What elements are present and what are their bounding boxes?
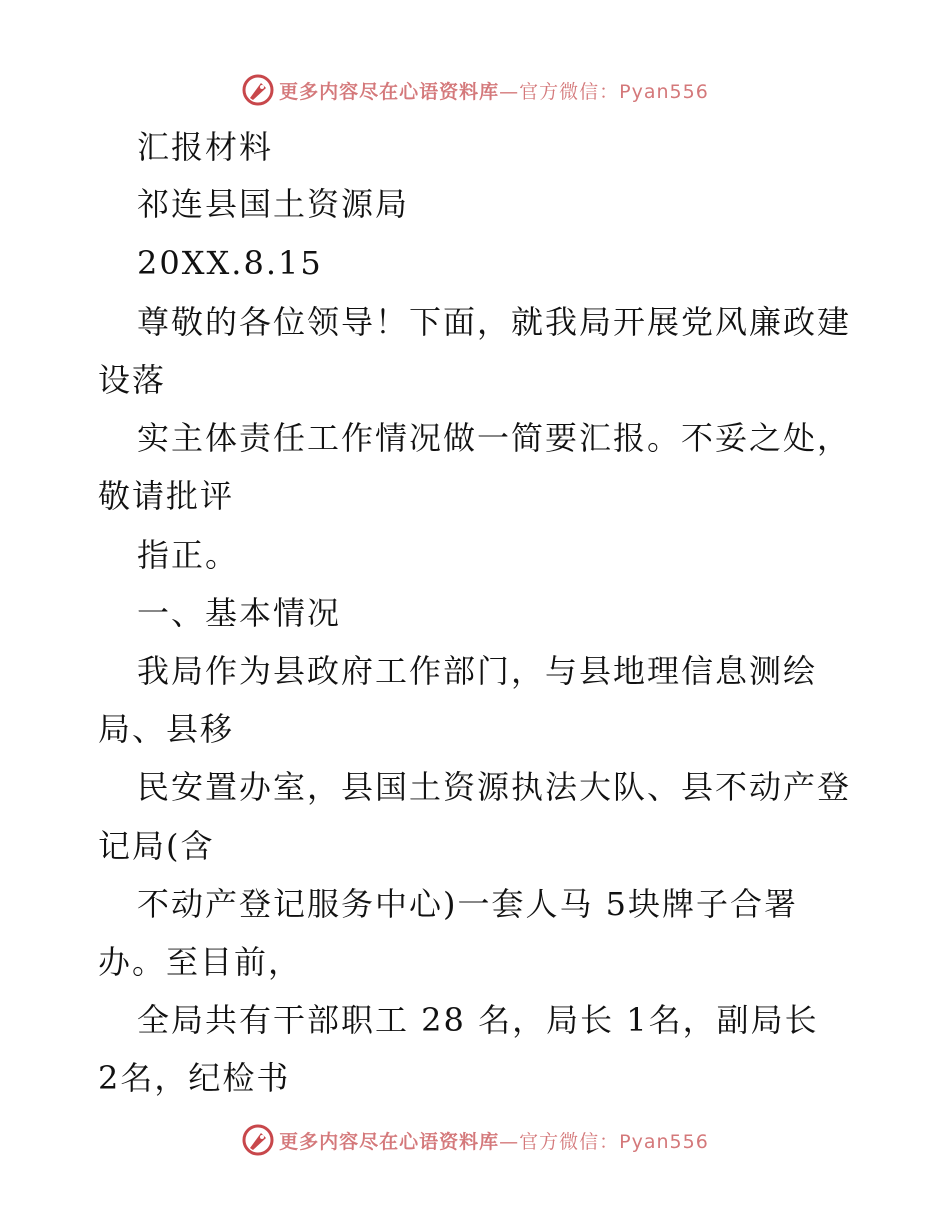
doc-line: 局、县移: [98, 710, 235, 748]
doc-line: 实主体责任工作情况做一简要汇报。不妥之处，: [137, 419, 852, 457]
doc-line: 民安置办室，县国土资源执法大队、县不动产登: [137, 768, 852, 806]
doc-line: 指正。: [137, 536, 240, 574]
doc-line: 2名，纪检书: [98, 1059, 291, 1097]
doc-line: 20XX.8.15: [137, 244, 323, 282]
pen-nib-logo-icon: [241, 1123, 275, 1157]
watermark-text: [279, 1127, 709, 1154]
doc-line: 办。至目前，: [98, 943, 303, 981]
watermark-dash: —: [499, 80, 520, 103]
doc-line: 尊敬的各位领导！下面，就我局开展党风廉政建: [137, 303, 852, 341]
doc-line: 我局作为县政府工作部门，与县地理信息测绘: [137, 652, 818, 690]
doc-line: 不动产登记服务中心)一套人马 5块牌子合署: [137, 885, 799, 923]
watermark-dash: —: [499, 1130, 520, 1153]
doc-line: 全局共有干部职工 28 名，局长 1名，副局长: [137, 1001, 819, 1039]
watermark-main: 更多内容尽在心语资料库: [279, 80, 500, 103]
watermark-suffix: 官方微信：Pyan556: [519, 1130, 709, 1153]
doc-line: 汇报材料: [137, 128, 274, 166]
doc-line: 一、基本情况: [137, 594, 342, 632]
doc-line: 祁连县国土资源局: [137, 185, 410, 223]
footer-watermark: [0, 1120, 950, 1160]
doc-line: 敬请批评: [98, 477, 235, 515]
watermark-main: 更多内容尽在心语资料库: [279, 1130, 500, 1153]
watermark-suffix: 官方微信：Pyan556: [519, 80, 709, 103]
doc-line: 记局(含: [98, 827, 215, 865]
doc-line: 设落: [98, 361, 167, 399]
